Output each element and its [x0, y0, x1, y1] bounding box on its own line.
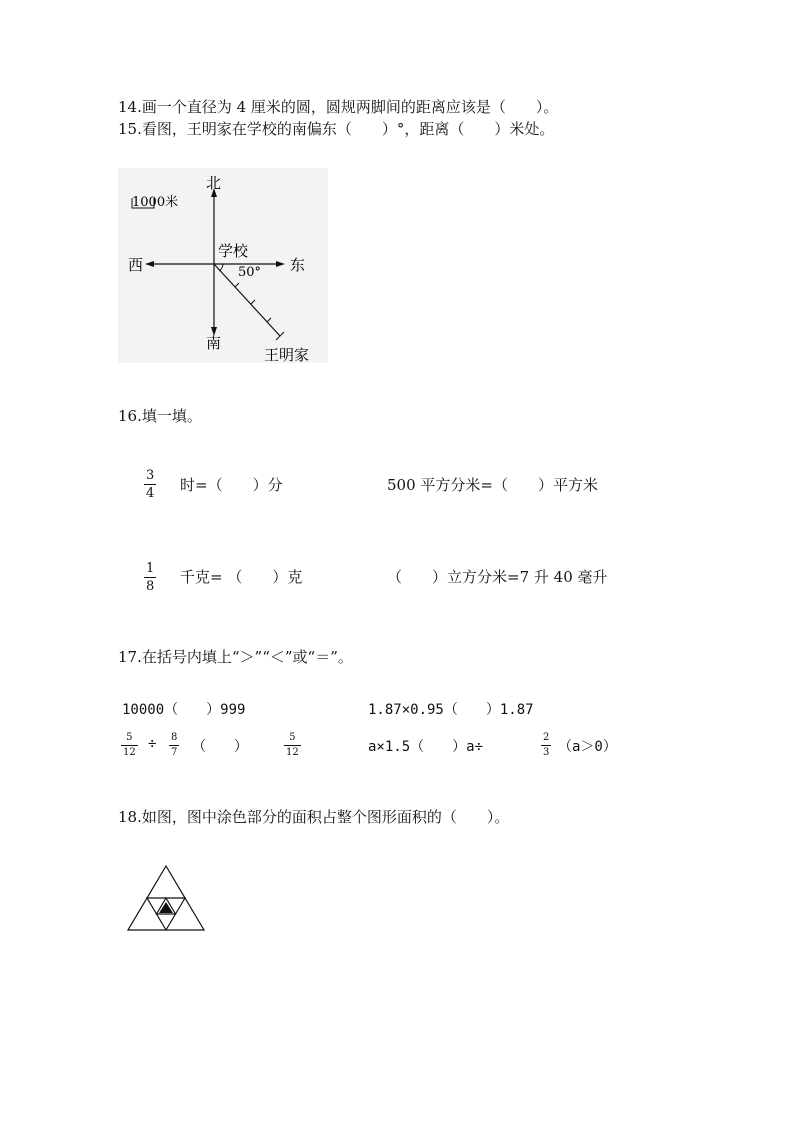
fraction-numerator: 8 [171, 732, 178, 743]
q17-item-1: 10000（ ）999 [122, 702, 246, 718]
fraction-5-12-a [121, 733, 138, 758]
north-label: 北 [206, 174, 222, 192]
fraction-bar [541, 745, 551, 746]
question-17: 17.在括号内填上“＞”“＜”或“＝”。 [118, 648, 353, 666]
fraction-5-12-b [284, 733, 301, 758]
divide-sign: ÷ [148, 736, 157, 752]
fraction-8-7 [169, 733, 179, 758]
fraction-denominator: 12 [286, 747, 299, 758]
fraction-denominator: 7 [171, 747, 178, 758]
fraction-bar [169, 745, 179, 746]
q17-item-4-left: a×1.5（ ）a÷ [368, 739, 484, 755]
fraction-numerator: 1 [146, 561, 155, 576]
fraction-numerator: 5 [289, 732, 296, 743]
q16-item-2: 500 平方分米=（ ）平方米 [387, 476, 598, 494]
angle-label: 50° [238, 265, 262, 280]
fraction-2-3 [541, 733, 551, 758]
q16-item-1: 时=（ ）分 [180, 476, 283, 494]
fraction-bar [284, 745, 301, 746]
question-15: 15.看图，王明家在学校的南偏东（ ）°，距离（ ）米处。 [118, 120, 555, 138]
fraction-numerator: 3 [146, 468, 155, 483]
q17-item-2: 1.87×0.95（ ）1.87 [368, 702, 534, 718]
home-label: 王明家 [264, 346, 310, 364]
direction-figure [118, 168, 358, 368]
fraction-bar [121, 745, 138, 746]
fraction-numerator: 2 [543, 732, 550, 743]
scale-label: 1000米 [132, 195, 179, 210]
fraction-1-8 [144, 562, 156, 593]
fraction-3-4 [144, 469, 156, 500]
question-16: 16.填一填。 [118, 407, 202, 425]
fraction-numerator: 5 [126, 732, 133, 743]
q16-item-4: （ ）立方分米=7 升 40 毫升 [387, 568, 608, 586]
q17-item-4-right: （a＞0） [558, 739, 617, 755]
fraction-denominator: 4 [146, 486, 155, 501]
comparison-blank: （ ） [192, 739, 248, 755]
question-14: 14.画一个直径为 4 厘米的圆，圆规两脚间的距离应该是（ ）。 [118, 98, 559, 116]
fraction-denominator: 12 [123, 747, 136, 758]
south-label: 南 [206, 334, 222, 352]
fraction-denominator: 3 [543, 747, 550, 758]
west-label: 西 [128, 256, 144, 274]
question-18: 18.如图，图中涂色部分的面积占整个图形面积的（ ）。 [118, 808, 510, 826]
shaded-triangle [159, 902, 173, 913]
fraction-bar [144, 577, 156, 578]
q16-item-3: 千克= （ ）克 [180, 568, 303, 586]
fraction-bar [144, 484, 156, 485]
triangle-figure [124, 862, 210, 936]
school-label: 学校 [218, 242, 249, 260]
east-label: 东 [290, 256, 306, 274]
fraction-denominator: 8 [146, 579, 155, 594]
